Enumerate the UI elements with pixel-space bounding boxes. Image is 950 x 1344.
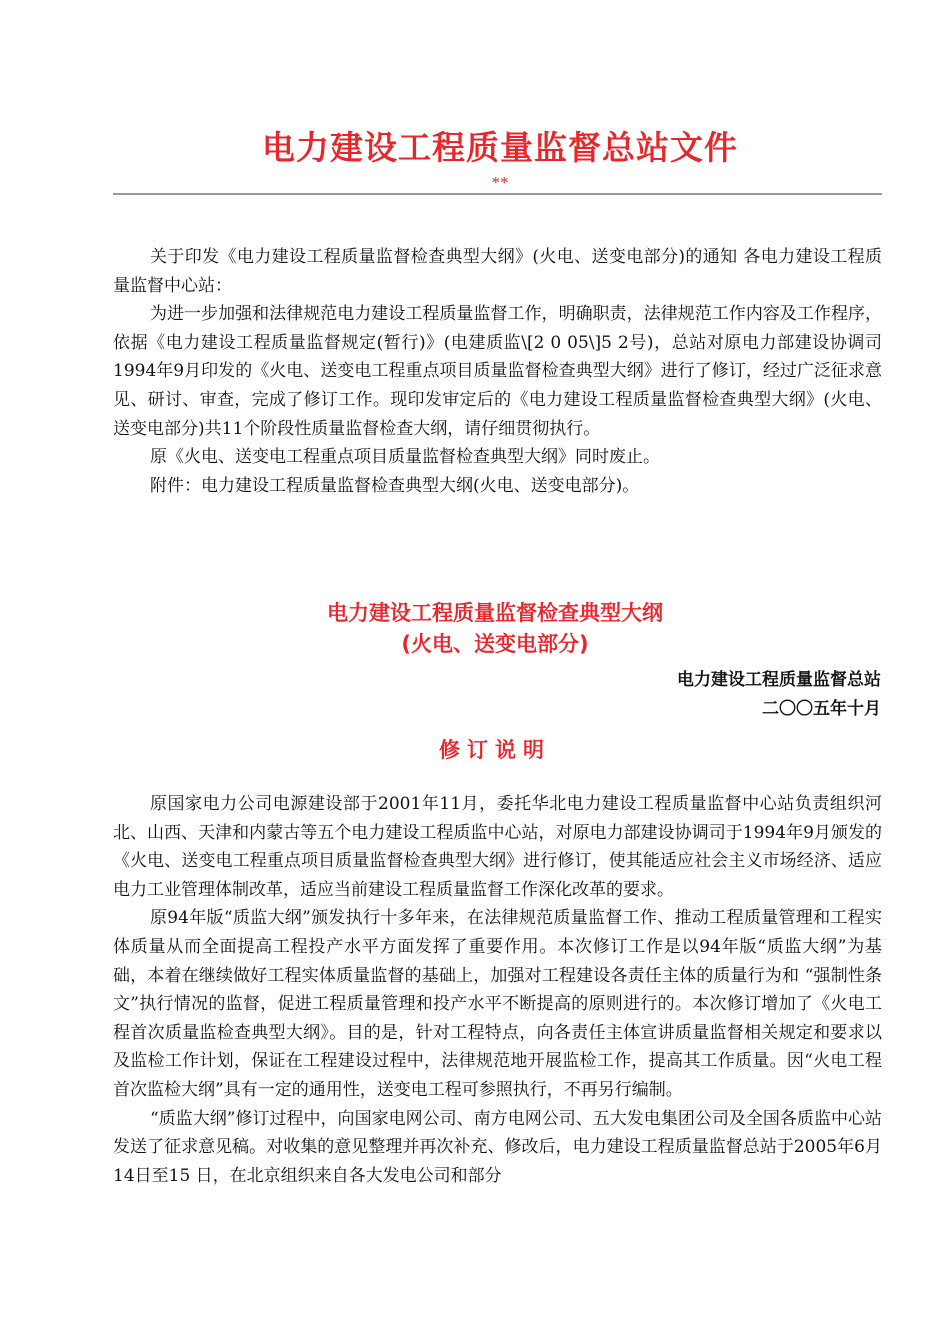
notice-paragraph: 为进一步加强和法律规范电力建设工程质量监督工作，明确职责，法律规范工作内容及工作程序，依据《电力建设工程质量监督规定(暂行)》(电建质监\[2 0 05\]5 2号)，总站对原电力部建设协调司1994年9月印发的《火电、送变电工程重点项目质量监督检查典型大纲》进行了修订，经过广泛征求意见、研讨、审查，完成了修订工作。现印发审定后的《电力建设工程质量监督检查典型大纲》(火电、送变电部分)共11个阶段性质量监督检查大纲，请仔细贯彻执行。 — [113, 304, 882, 439]
header-divider — [113, 193, 882, 195]
revision-paragraph: 原国家电力公司电源建设部于2001年11月，委托华北电力建设工程质量监督中心站负责组织河北、山西、天津和内蒙古等五个电力建设工程质监中心站，对原电力部建设协调司于1994年9月颁发的《火电、送变电工程重点项目质量监督检查典型大纲》进行修订，使其能适应社会主义市场经济、适应电力工业管理体制改革，适应当前建设工程质量监督工作深化改革的要求。 — [113, 794, 882, 900]
outline-subtitle: (火电、送变电部分) — [401, 632, 589, 656]
document-number: ** — [491, 173, 509, 192]
notice-body — [113, 243, 882, 500]
notice-paragraph: 原《火电、送变电工程重点项目质量监督检查典型大纲》同时废止。 — [150, 447, 660, 468]
notice-paragraph: 关于印发《电力建设工程质量监督检查典型大纲》(火电、送变电部分)的通知 各电力建设工程质量监督中心站： — [113, 247, 882, 296]
revision-notes-title: 修订说明 — [439, 738, 551, 762]
revision-body — [113, 790, 882, 1250]
document-header-title: 电力建设工程质量监督总站文件 — [262, 128, 738, 167]
outline-title: 电力建设工程质量监督检查典型大纲 — [327, 601, 663, 625]
revision-paragraph: “质监大纲”修订过程中，向国家电网公司、南方电网公司、五大发电集团公司及全国各质监中心站发送了征求意见稿。对收集的意见整理并再次补充、修改后，电力建设工程质量监督总站于2005年6月14日至15 日，在北京组织来自各大发电公司和部分 — [113, 1108, 882, 1186]
notice-paragraph: 附件：电力建设工程质量监督检查典型大纲(火电、送变电部分)。 — [150, 475, 640, 496]
revision-paragraph: 原94年版“质监大纲”颁发执行十多年来，在法律规范质量监督工作、推动工程质量管理和工程实体质量从而全面提高工程投产水平方面发挥了重要作用。本次修订工作是以94年版“质监大纲”为基础，本着在继续做好工程实体质量监督的基础上，加强对工程建设各责任主体的质量行为和 “强制性条文”执行情况的监督，促进工程质量管理和投产水平不断提高的原则进行的。本次修订增加了《火电工程首次质量监检查典型大纲》。目的是，针对工程特点，向各责任主体宣讲质量监督相关规定和要求以及监检工作计划，保证在工程建设过程中，法律规范地开展监检工作，提高其工作质量。因“火电工程首次监检大纲”具有一定的通用性，送变电工程可参照执行，不再另行编制。 — [113, 908, 882, 1100]
issue-date: 二〇〇五年十月 — [762, 699, 881, 719]
issuer-signature: 电力建设工程质量监督总站 — [677, 670, 881, 690]
